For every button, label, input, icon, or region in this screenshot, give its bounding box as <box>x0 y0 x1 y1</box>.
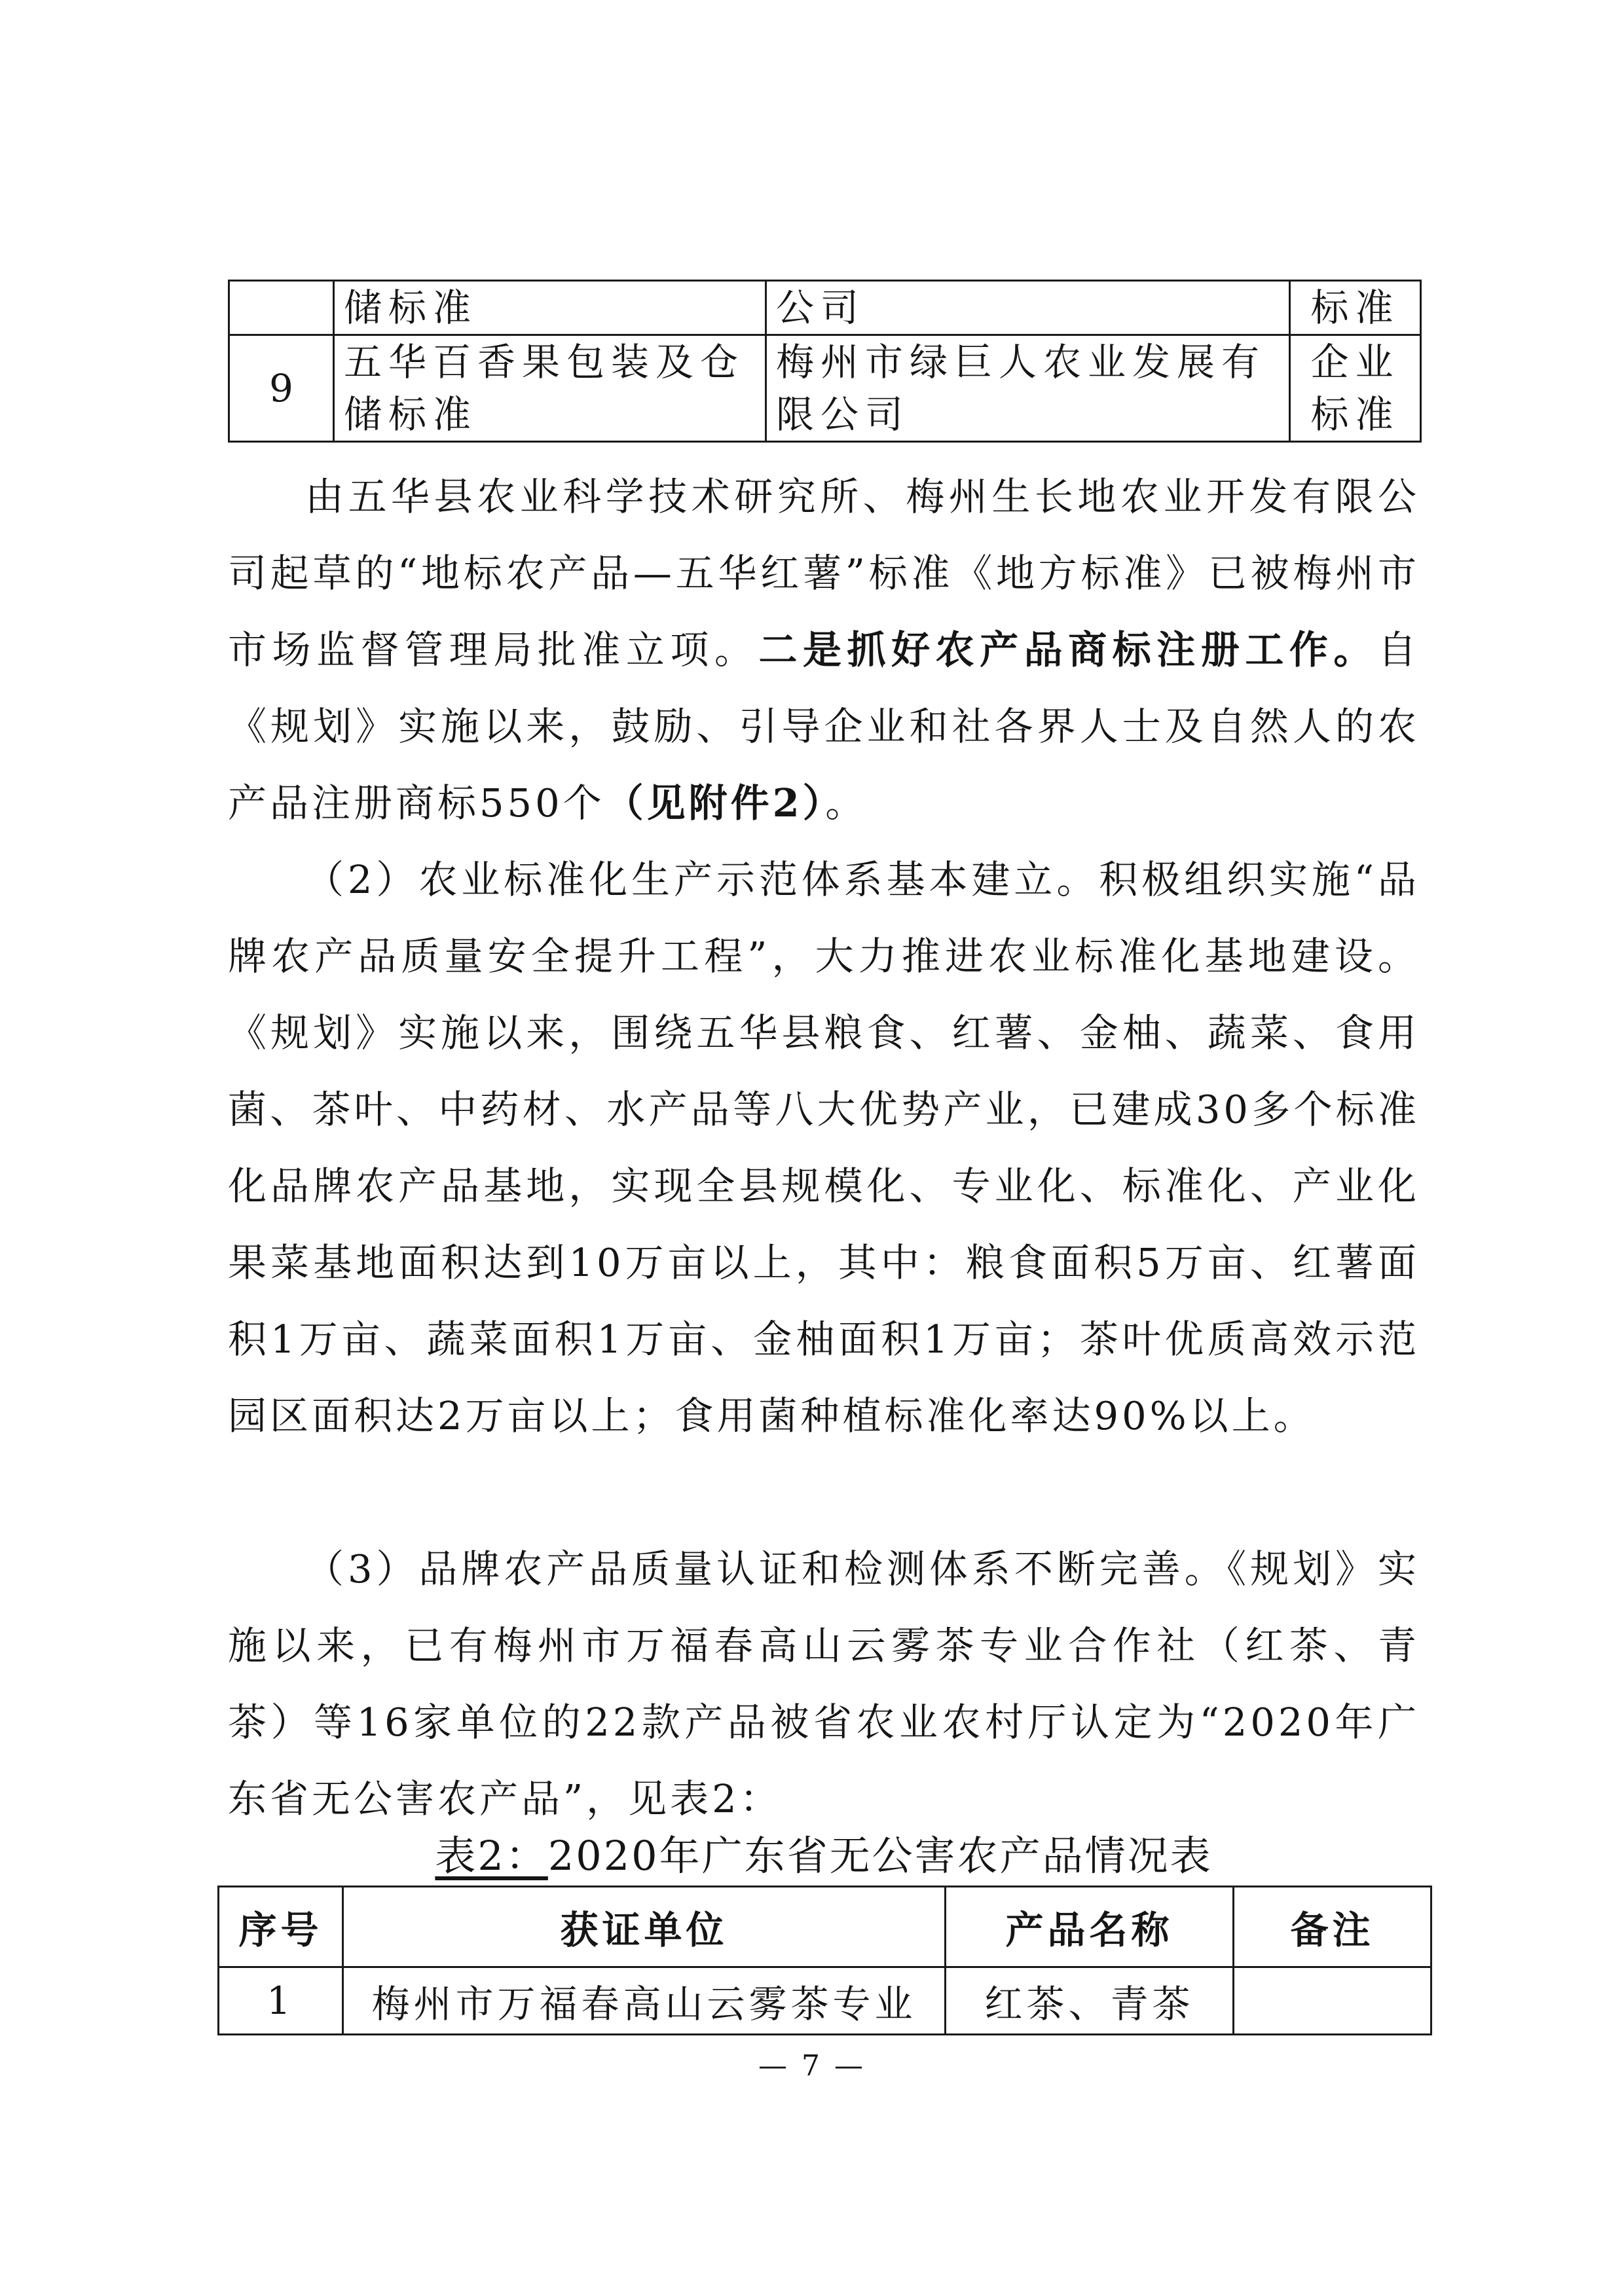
paragraph-text: 由五华县农业科学技术研究所、梅州生长地农业开发有限公司起草的“地标农产品—五华红薯”标准《地方标准》已被梅州市市场监督管理局批准立项。 <box>228 474 1420 672</box>
paragraph-quality-certification: （3）品牌农产品质量认证和检测体系不断完善。《规划》实施以来，已有梅州市万福春高山云雾茶专业合作社（红茶、青茶）等16家单位的22款产品被省农业农村厅认定为“2020年广东省无公害农产品”，见表2： <box>228 1546 1420 1821</box>
header-remarks: 备注 <box>1234 1887 1431 1967</box>
standard-type-cell: 企业标准 <box>1290 335 1421 442</box>
header-product-name: 产品名称 <box>946 1887 1234 1967</box>
paragraph-text: 。 <box>825 780 868 826</box>
table-row <box>219 1967 1431 2035</box>
paragraph-text: 自《规划》实施以来，鼓励、引导企业和社各界人士及自然人的农产品注册商标550个 <box>228 627 1420 826</box>
certified-products-table <box>217 1886 1432 2035</box>
attachment-reference: （见附件2） <box>604 780 826 826</box>
bold-heading: 二是抓好农产品商标注册工作。 <box>758 627 1378 672</box>
standard-name-cell: 五华百香果包装及仓储标准 <box>334 335 766 442</box>
table2-title <box>228 1827 1420 1886</box>
table2-title-text: 2020年广东省无公害农产品情况表 <box>547 1832 1213 1880</box>
row-number-cell: 1 <box>219 1967 343 2035</box>
paragraph-standardized-production: （2）农业标准化生产示范体系基本建立。积极组织实施“品牌农产品质量安全提升工程”，大力推进农业标准化基地建设。《规划》实施以来，围绕五华县粮食、红薯、金柚、蔬菜、食用菌、茶叶、中药材、水产品等八大优势产业，已建成30多个标准化品牌农产品基地，实现全县规模化、专业化、标准化、产业化果菜基地面积达到10万亩以上，其中：粮食面积5万亩、红薯面积1万亩、蔬菜面积1万亩、金柚面积1万亩；茶叶优质高效示范园区面积达2万亩以上；食用菌种植标准化率达90%以上。 <box>228 857 1420 1438</box>
remarks-cell <box>1234 1967 1431 2035</box>
row-number-cell <box>229 281 334 335</box>
row-number-cell: 9 <box>229 335 334 442</box>
table-row <box>229 335 1421 442</box>
page-number: — 7 — <box>758 2049 866 2083</box>
company-cell: 公司 <box>766 281 1290 335</box>
certified-unit-cell: 梅州市万福春高山云雾茶专业 <box>343 1967 946 2035</box>
table-row <box>229 281 1421 335</box>
product-name-cell: 红茶、青茶 <box>946 1967 1234 2035</box>
table-header-row <box>219 1887 1431 1967</box>
paragraph-standards-and-trademarks <box>228 458 1420 841</box>
table2-label: 表2： <box>435 1832 548 1880</box>
standards-table-continued <box>228 280 1422 443</box>
standard-type-cell: 标准 <box>1290 281 1421 335</box>
header-number: 序号 <box>219 1887 343 1967</box>
company-cell: 梅州市绿巨人农业发展有限公司 <box>766 335 1290 442</box>
header-certified-unit: 获证单位 <box>343 1887 946 1967</box>
standard-name-cell: 储标准 <box>334 281 766 335</box>
